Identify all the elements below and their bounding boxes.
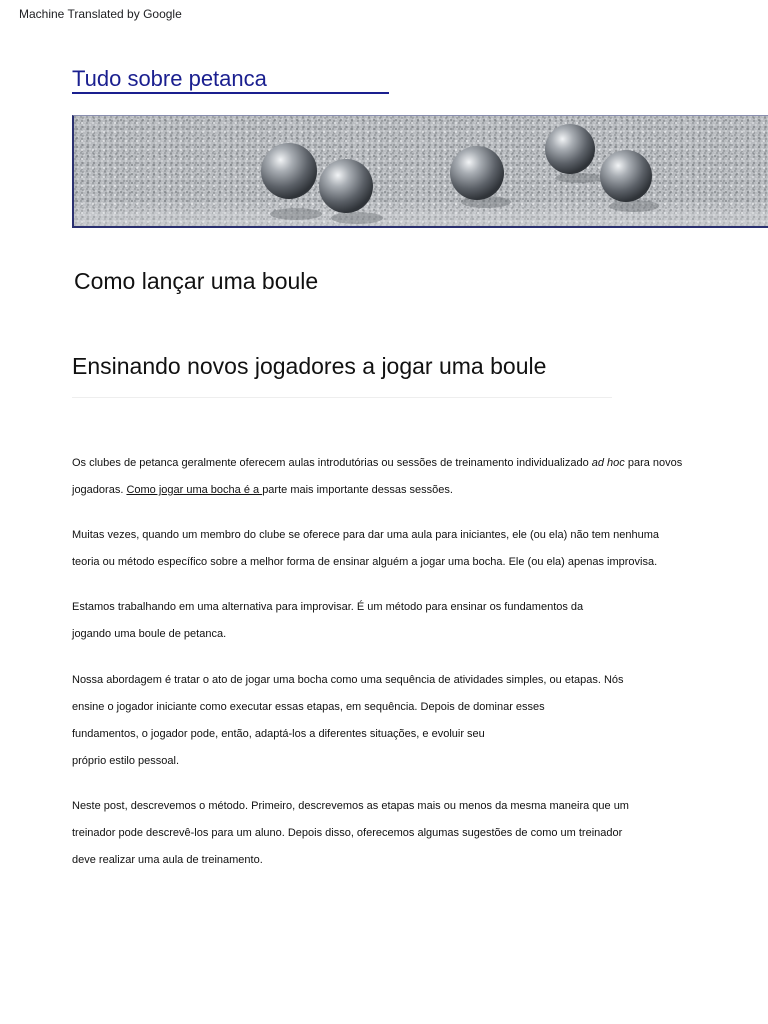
paragraph-5-line-3: deve realizar uma aula de treinamento. <box>72 854 263 866</box>
hero-image <box>72 115 768 228</box>
paragraph-2-line-1: Muitas vezes, quando um membro do clube se oferece para dar uma aula para iniciantes, ele (ou ela) não tem nenhuma <box>72 529 660 541</box>
heading-how-to-throw: Como lançar uma boule <box>74 268 319 294</box>
paragraph-1-line-2: jogadoras. Como jogar uma bocha é a parte mais importante dessas sessões. <box>72 484 453 496</box>
paragraph-4-line-4: próprio estilo pessoal. <box>72 755 180 767</box>
boule-2 <box>319 159 373 213</box>
paragraph-5-line-2: treinador pode descrevê-los para um aluno. Depois disso, oferecemos algumas sugestões de como um treinador <box>72 827 623 839</box>
boule-3 <box>450 146 504 200</box>
boule-4 <box>545 124 595 174</box>
paragraph-2-line-2: teoria ou método específico sobre a melhor forma de ensinar alguém a jogar uma bocha. Ele (ou ela) apenas improvisa. <box>72 556 658 568</box>
boules-photo <box>74 116 768 228</box>
paragraph-4-line-1: Nossa abordagem é tratar o ato de jogar uma bocha como uma sequência de atividades simples, ou etapas. Nós <box>72 674 624 686</box>
boule-5 <box>600 150 652 202</box>
paragraph-3-line-2: jogando uma boule de petanca. <box>72 628 227 640</box>
heading-divider <box>72 397 612 398</box>
paragraph-4-line-2: ensine o jogador iniciante como executar essas etapas, em sequência. Depois de dominar esses <box>72 701 545 713</box>
paragraph-5-line-1: Neste post, descrevemos o método. Primeiro, descrevemos as etapas mais ou menos da mesma maneira que um <box>72 800 629 812</box>
paragraph-3-line-1: Estamos trabalhando em uma alternativa para improvisar. É um método para ensinar os fundamentos da <box>72 601 584 613</box>
boule-1 <box>261 143 317 199</box>
machine-translated-banner: Machine Translated by Google <box>19 7 182 21</box>
how-to-throw-link[interactable]: Como jogar uma bocha é a <box>126 484 263 496</box>
site-title-link[interactable]: Tudo sobre petanca <box>72 66 389 94</box>
paragraph-1-line-1: Os clubes de petanca geralmente oferecem aulas introdutórias ou sessões de treinamento individualizado ad hoc para novos <box>72 457 683 469</box>
paragraph-4-line-3: fundamentos, o jogador pode, então, adaptá-los a diferentes situações, e evoluir seu <box>72 728 485 740</box>
heading-teaching: Ensinando novos jogadores a jogar uma boule <box>72 353 547 379</box>
